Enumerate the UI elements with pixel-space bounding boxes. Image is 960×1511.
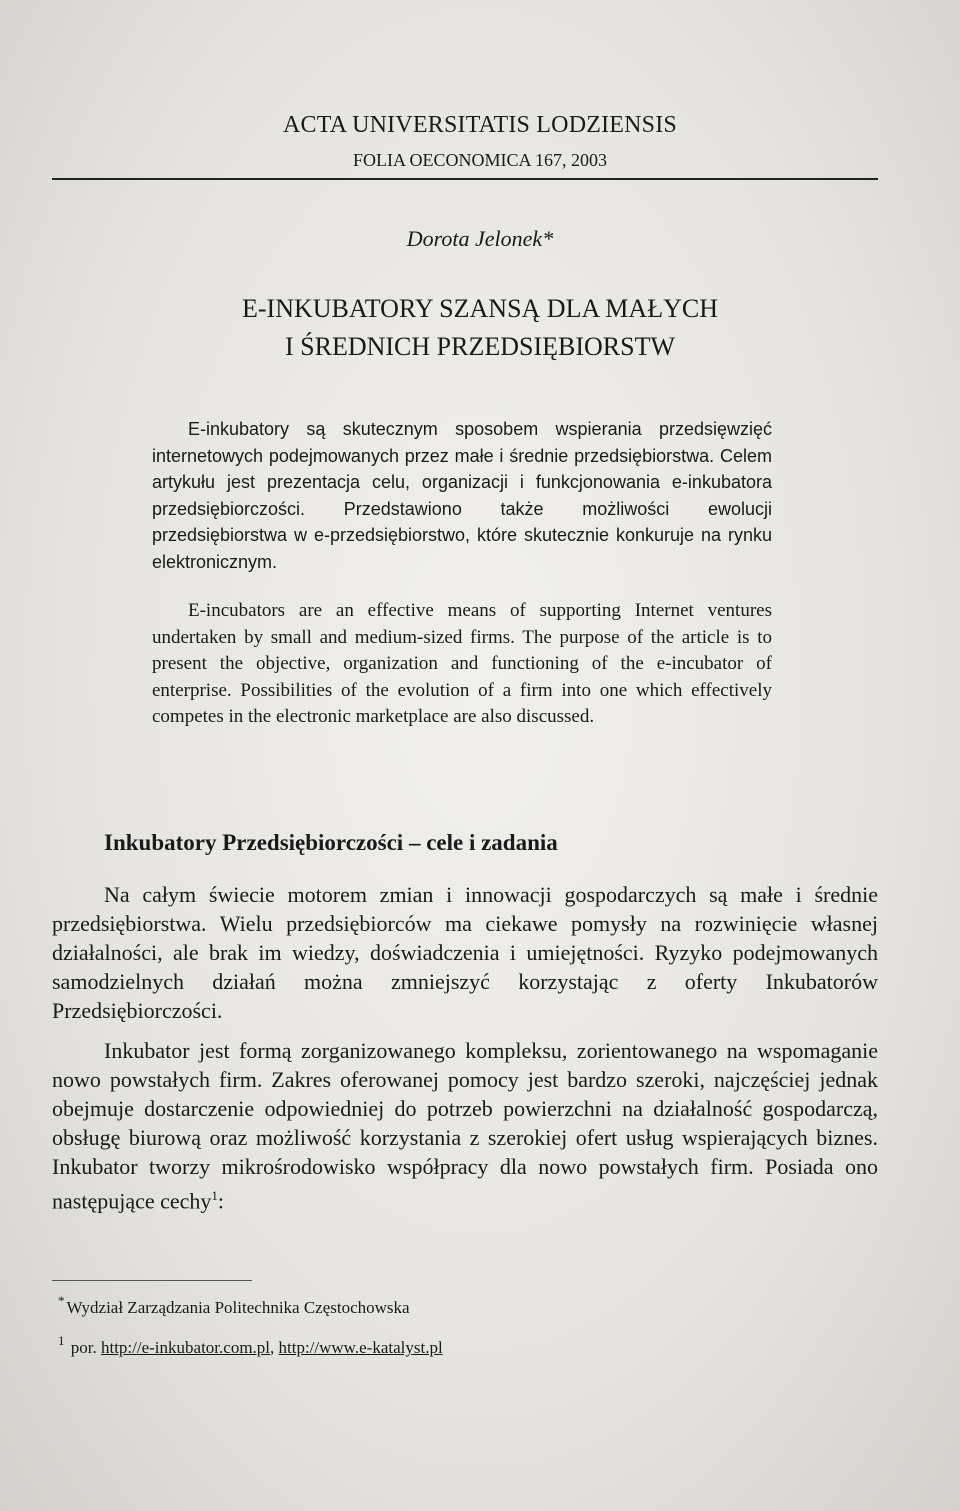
footnote-separator: , (270, 1338, 275, 1357)
body-paragraph-2-end: : (217, 1188, 225, 1214)
footnote-link-e-katalyst[interactable]: http://www.e-katalyst.pl (278, 1338, 443, 1357)
journal-title: ACTA UNIVERSITATIS LODZIENSIS (283, 112, 677, 138)
article-title (0, 290, 960, 366)
journal-series: FOLIA OECONOMICA 167, 2003 (352, 150, 607, 170)
article-title-line-2: I ŚREDNICH PRZEDSIĘBIORSTW (284, 332, 675, 361)
footnote-mark: * (58, 1293, 65, 1308)
footnote-author-affiliation (58, 1293, 410, 1318)
footnote-1 (58, 1333, 443, 1358)
abstract-polish: E-inkubatory są skutecznym sposobem wspierania przedsięwzięć internetowych podejmowanych przez małe i średnie przedsiębiorstwa. Celem artykułu jest prezentacja celu, organizacji i funkcjonowania e-inkubatora przedsiębiorczości. Przedstawiono także możliwości ewolucji przedsiębiorstwa w e-przedsiębiorstwo, które skutecznie konkuruje na rynku elektronicznym. (152, 419, 772, 572)
body-paragraph-2 (52, 1036, 878, 1215)
author-name: Dorota Jelonek* (406, 226, 554, 251)
footnote-text: Wydział Zarządzania Politechnika Częstochowska (66, 1298, 410, 1317)
footnote-reference[interactable]: 1 (211, 1188, 218, 1203)
body-paragraph-1: Na całym świecie motorem zmian i innowacji gospodarczych są małe i średnie przedsiębiorstwa. Wielu przedsiębiorców ma ciekawe pomysły na rozwinięcie własnej działalności, ale brak im wiedzy, doświadczenia i umiejętności. Ryzyko podejmowanych samodzielnych działań można zmniejszyć korzystając z oferty Inkubatorów Przedsiębiorczości. (52, 882, 878, 1023)
footnote-mark: 1 (58, 1333, 65, 1348)
article-title-line-1: E-INKUBATORY SZANSĄ DLA MAŁYCH (242, 294, 718, 323)
body-paragraph-2-text: Inkubator jest formą zorganizowanego kompleksu, zorientowanego na wspomaganie nowo powstałych firm. Zakres oferowanej pomocy jest bardzo szeroki, najczęściej jednak obejmuje dostarczenie odpowiedniej do potrzeb powierzchni na działalność gospodarczą, obsługę biurową oraz możliwość korzystania z szerokiej ofert usług wspierających biznes. Inkubator tworzy mikrośrodowisko współpracy dla nowo powstałych firm. Posiada ono następujące cechy (52, 1038, 878, 1214)
header-rule (52, 178, 878, 180)
footnote-rule (52, 1280, 252, 1281)
footnote-prefix: por. (70, 1338, 97, 1357)
abstract-english: E-incubators are an effective means of supporting Internet ventures undertaken by small and medium-sized firms. The purpose of the article is to present the objective, organization and functioning of the e-incubator of enterprise. Possibilities of the evolution of a firm into one which effectively competes in the electronic marketplace are also discussed. (152, 600, 772, 727)
footnote-link-e-inkubator[interactable]: http://e-inkubator.com.pl (100, 1338, 271, 1357)
section-heading: Inkubatory Przedsiębiorczości – cele i zadania (104, 830, 558, 855)
